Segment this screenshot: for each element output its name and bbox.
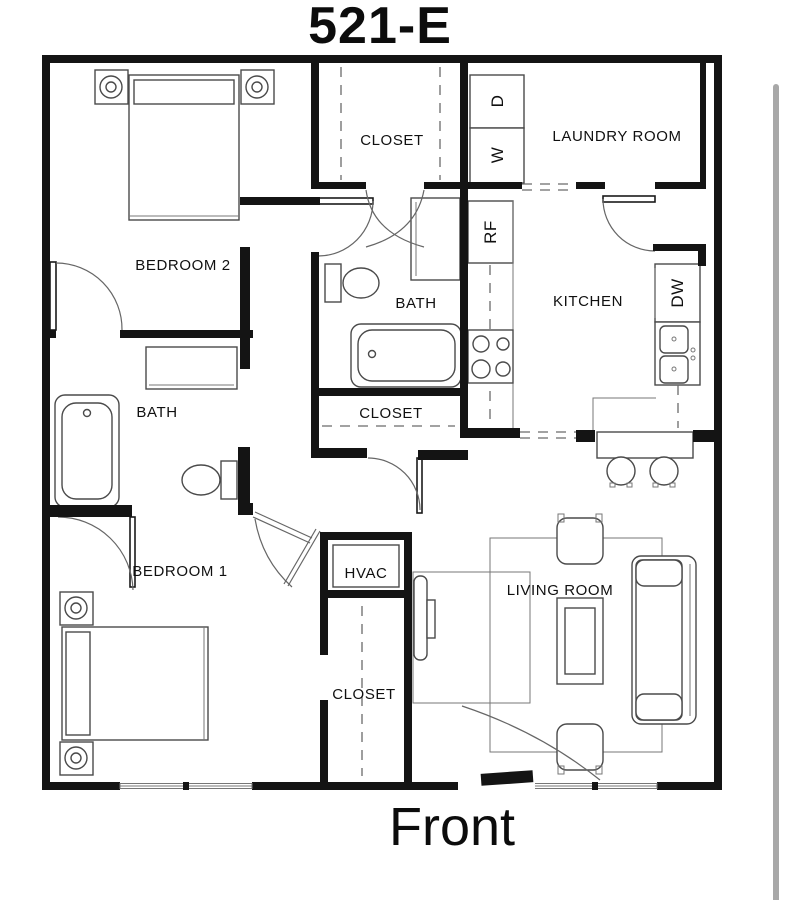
unit-title: 521-E xyxy=(308,0,452,55)
cased-openings xyxy=(520,184,576,438)
vertical-scrollbar[interactable] xyxy=(773,84,779,900)
room-label-bath-middle: BATH xyxy=(395,295,437,312)
vanity-left-bath xyxy=(146,347,237,389)
accent-chair-bottom xyxy=(557,724,603,774)
nightstand-bedroom2-right xyxy=(241,70,274,104)
bathtub-middle-bath xyxy=(351,324,461,387)
kitchen-sink xyxy=(655,322,700,385)
kitchen-peninsula xyxy=(593,385,693,458)
entry-door xyxy=(458,770,535,790)
toilet-left-bath xyxy=(182,461,237,499)
window-living-room xyxy=(533,782,657,790)
room-label-hvac: HVAC xyxy=(344,565,388,582)
room-label-closet-middle: CLOSET xyxy=(359,405,423,422)
door-middle-bath xyxy=(318,198,373,256)
coffee-table xyxy=(557,598,603,684)
nightstand-bedroom1-bottom xyxy=(60,742,93,775)
vanity-middle-bath xyxy=(411,198,460,280)
front-orientation-label: Front xyxy=(388,797,516,857)
room-label-kitchen: KITCHEN xyxy=(552,293,624,310)
sofa xyxy=(632,556,696,724)
stove xyxy=(468,330,513,383)
appliance-label-dishwasher: DW xyxy=(668,278,687,308)
room-label-closet-top: CLOSET xyxy=(360,132,424,149)
door-laundry xyxy=(603,196,655,251)
accent-chair-top xyxy=(557,514,603,564)
nightstand-bedroom2-left xyxy=(95,70,128,104)
room-label-living-room: LIVING ROOM xyxy=(506,582,614,599)
room-label-bedroom2: BEDROOM 2 xyxy=(135,257,231,274)
room-label-bath-left: BATH xyxy=(136,404,178,421)
door-left-bath xyxy=(58,517,135,590)
tv-console xyxy=(414,576,435,660)
bed-bedroom1 xyxy=(62,627,208,740)
bar-stool-left xyxy=(607,457,635,487)
door-middle-closet xyxy=(368,458,422,513)
door-bedroom2 xyxy=(50,262,122,330)
window-bedroom1 xyxy=(120,782,252,790)
room-label-laundry: LAUNDRY ROOM xyxy=(552,128,682,145)
appliance-label-dryer: D xyxy=(488,94,507,108)
nightstand-bedroom1-top xyxy=(60,592,93,625)
bed-bedroom2 xyxy=(129,75,239,220)
appliance-label-washer: W xyxy=(488,146,507,164)
appliance-label-refrigerator: RF xyxy=(481,220,500,244)
room-label-closet-bottom: CLOSET xyxy=(332,686,396,703)
door-bedroom1 xyxy=(253,512,312,587)
bar-stool-right xyxy=(650,457,678,487)
toilet-middle-bath xyxy=(325,264,379,302)
room-label-bedroom1: BEDROOM 1 xyxy=(132,563,228,580)
door-hvac-hall xyxy=(284,529,320,586)
bathtub-left-bath xyxy=(55,395,119,507)
